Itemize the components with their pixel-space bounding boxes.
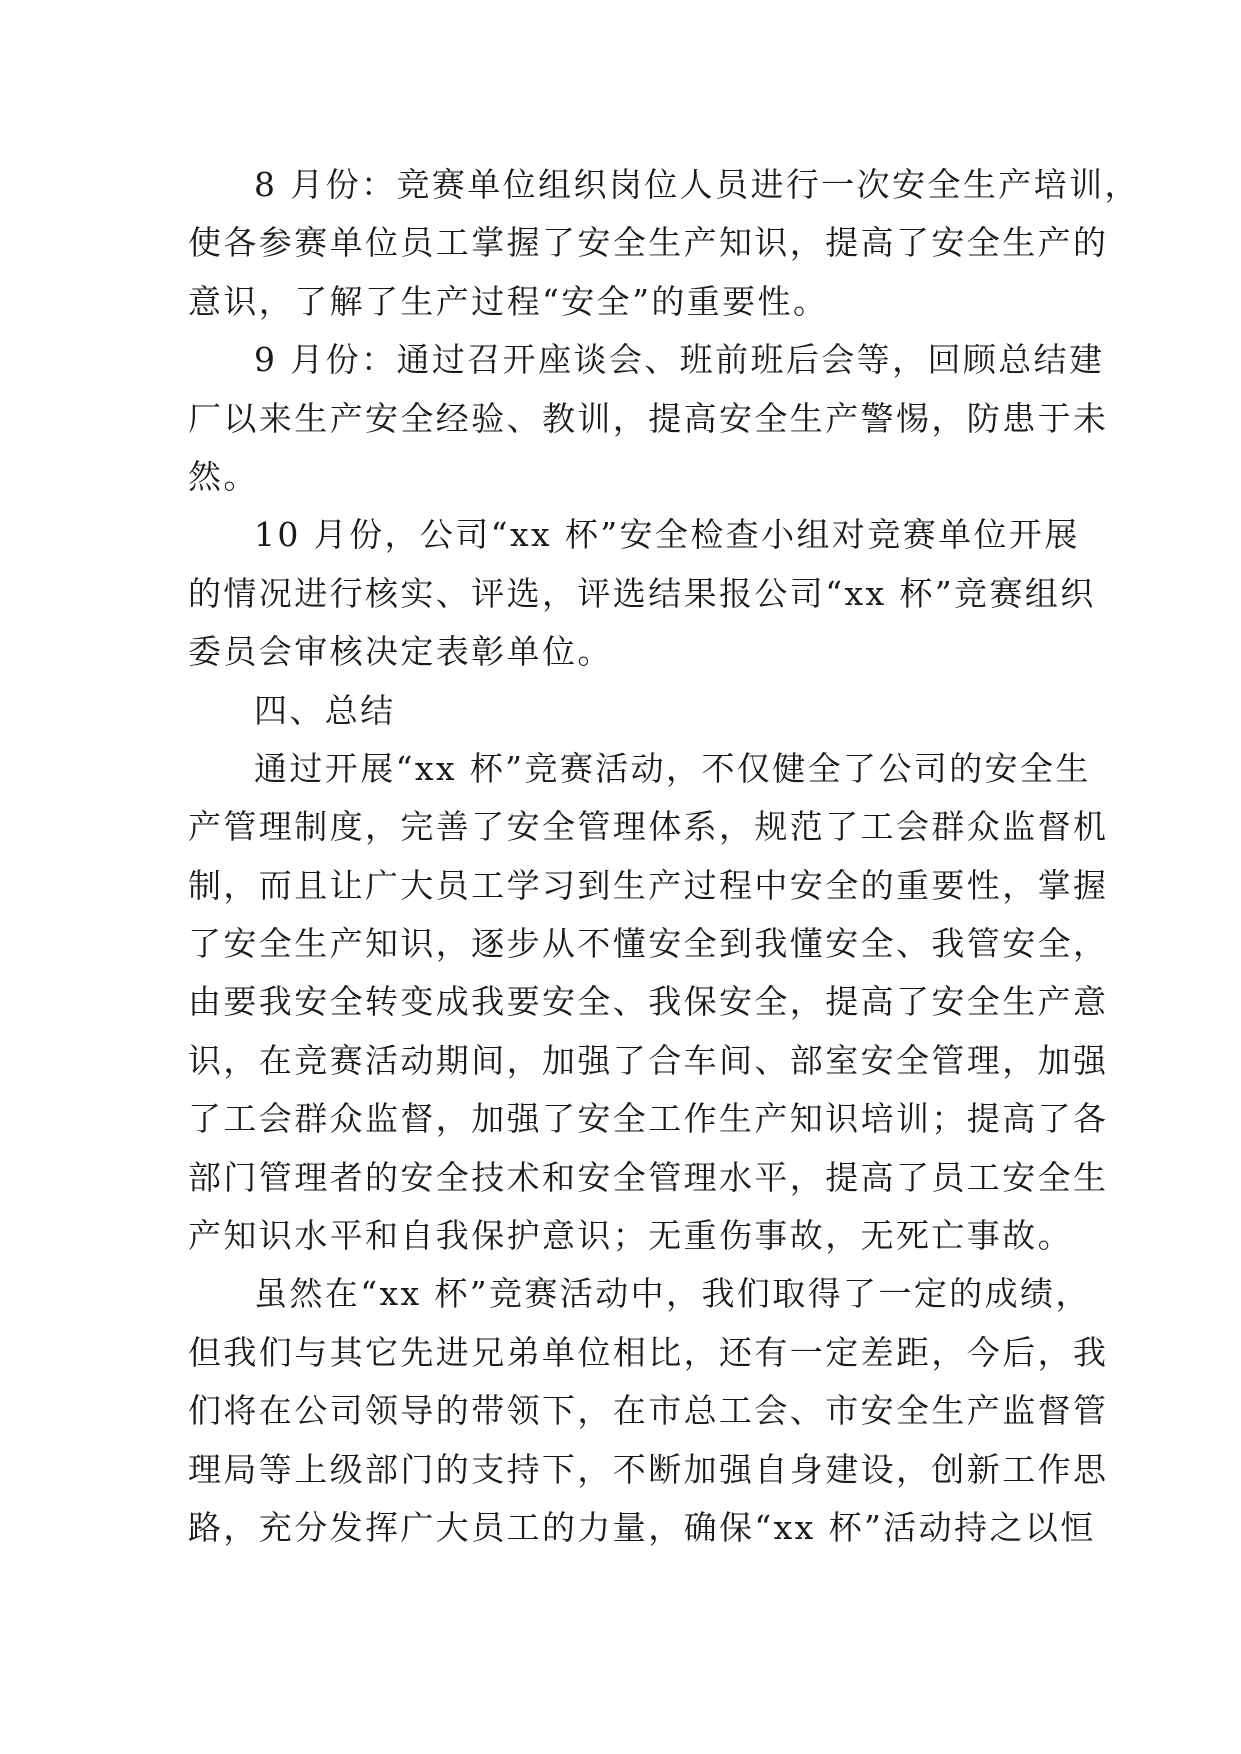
text-line: 识，在竞赛活动期间，加强了合车间、部室安全管理，加强 bbox=[188, 1040, 1109, 1080]
text-line: 理局等上级部门的支持下，不断加强自身建设，创新工作思 bbox=[188, 1449, 1109, 1489]
text-line: 8 月份：竞赛单位组织岗位人员进行一次安全生产培训， bbox=[254, 165, 1140, 204]
text-line: 产知识水平和自我保护意识；无重伤事故，无死亡事故。 bbox=[188, 1216, 1073, 1256]
text-line: 委员会审核决定表彰单位。 bbox=[188, 632, 613, 672]
text-line: 厂以来生产安全经验、教训，提高安全生产警惕，防患于未 bbox=[188, 398, 1109, 438]
text-line: 使各参赛单位员工掌握了安全生产知识，提高了安全生产的 bbox=[188, 223, 1109, 263]
text-line: 虽然在“xx 杯”竞赛活动中，我们取得了一定的成绩， bbox=[254, 1274, 1091, 1314]
text-line: 然。 bbox=[188, 456, 259, 496]
text-line: 9 月份：通过召开座谈会、班前班后会等，回顾总结建 bbox=[254, 340, 1105, 380]
text-line: 制，而且让广大员工学习到生产过程中安全的重要性，掌握 bbox=[188, 865, 1109, 905]
text-line: 通过开展“xx 杯”竞赛活动，不仅健全了公司的安全生 bbox=[254, 748, 1091, 788]
text-line: 了安全生产知识，逐步从不懂安全到我懂安全、我管安全， bbox=[188, 924, 1109, 964]
text-line: 由要我安全转变成我要安全、我保安全，提高了安全生产意 bbox=[188, 982, 1109, 1022]
text-line: 路，充分发挥广大员工的力量，确保“xx 杯”活动持之以恒 bbox=[188, 1507, 1096, 1547]
text-line: 了工会群众监督，加强了安全工作生产知识培训；提高了各 bbox=[188, 1099, 1109, 1139]
text-line: 产管理制度，完善了安全管理体系，规范了工会群众监督机 bbox=[188, 807, 1109, 847]
text-line: 意识，了解了生产过程“安全”的重要性。 bbox=[188, 281, 829, 321]
text-line: 部门管理者的安全技术和安全管理水平，提高了员工安全生 bbox=[188, 1157, 1109, 1197]
text-line: 的情况进行核实、评选，评选结果报公司“xx 杯”竞赛组织 bbox=[188, 573, 1096, 613]
text-line: 们将在公司领导的带领下，在市总工会、市安全生产监督管 bbox=[188, 1391, 1109, 1431]
section-heading: 四、总结 bbox=[254, 690, 396, 730]
text-line: 但我们与其它先进兄弟单位相比，还有一定差距，今后，我 bbox=[188, 1332, 1109, 1372]
document-body bbox=[188, 156, 1140, 1557]
text-line: 10 月份，公司“xx 杯”安全检查小组对竞赛单位开展 bbox=[254, 515, 1080, 555]
